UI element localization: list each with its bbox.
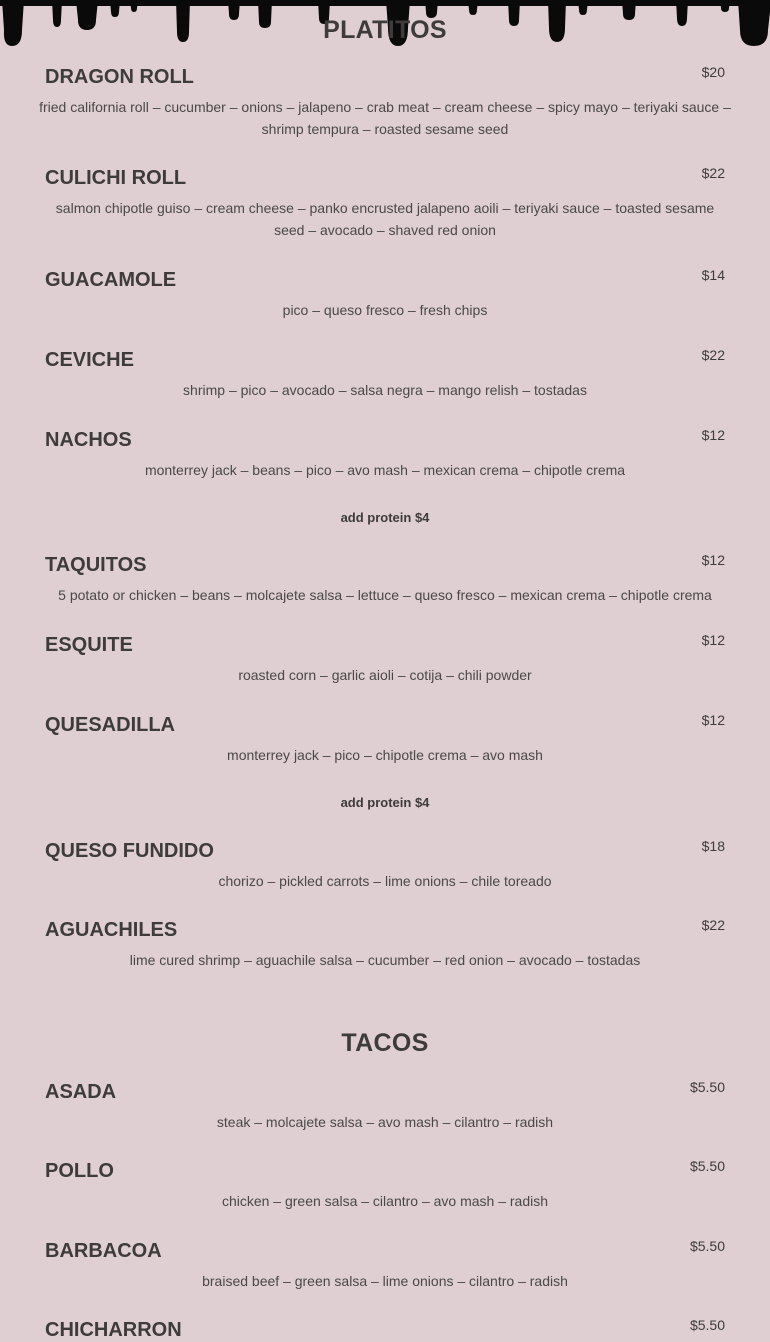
item-description: salmon chipotle guiso – cream cheese – panko encrusted jalapeno aoili – teriyaki sauce – toasted sesame seed – avocado – shaved red onion bbox=[55, 200, 715, 238]
item-name: AGUACHILES bbox=[45, 919, 178, 941]
item-price: $18 bbox=[701, 838, 725, 854]
item-price: $22 bbox=[701, 347, 725, 363]
item-price: $14 bbox=[701, 267, 725, 283]
item-price: $5.50 bbox=[689, 1238, 725, 1254]
item-price: $12 bbox=[701, 632, 725, 648]
item-price: $20 bbox=[701, 64, 725, 80]
item-name: NACHOS bbox=[45, 429, 132, 451]
addon-protein-nachos: add protein $4 bbox=[340, 510, 430, 525]
item-price: $12 bbox=[701, 427, 725, 443]
item-description: steak – molcajete salsa – avo mash – cilantro – radish bbox=[216, 1114, 554, 1130]
addon-protein-quesadilla: add protein $4 bbox=[340, 795, 430, 810]
item-description: monterrey jack – beans – pico – avo mash – mexican crema – chipotle crema bbox=[144, 462, 626, 478]
item-name: CHICHARRON bbox=[45, 1319, 182, 1341]
item-description: fried california roll – cucumber – onions – jalapeno – crab meat – cream cheese – spicy mayo – teriyaki sauce – shrimp tempura – roasted sesame seed bbox=[39, 99, 731, 137]
item-name: POLLO bbox=[45, 1160, 114, 1182]
item-price: $5.50 bbox=[689, 1158, 725, 1174]
item-description: shrimp – pico – avocado – salsa negra – mango relish – tostadas bbox=[183, 382, 587, 398]
item-description: chorizo – pickled carrots – lime onions – chile toreado bbox=[218, 873, 552, 889]
item-price: $5.50 bbox=[689, 1317, 725, 1333]
item-description: braised beef – green salsa – lime onions – cilantro – radish bbox=[202, 1273, 568, 1289]
item-price: $12 bbox=[701, 552, 725, 568]
item-description: 5 potato or chicken – beans – molcajete salsa – lettuce – queso fresco – mexican crema – chipotle crema bbox=[58, 587, 712, 603]
item-name: DRAGON ROLL bbox=[45, 66, 194, 88]
item-name: ASADA bbox=[45, 1081, 117, 1103]
section-title-tacos: TACOS bbox=[341, 1029, 429, 1057]
section-title-platitos: PLATITOS bbox=[323, 16, 447, 44]
item-price: $12 bbox=[701, 712, 725, 728]
item-name: ESQUITE bbox=[45, 634, 133, 656]
item-price: $22 bbox=[701, 165, 725, 181]
item-name: CULICHI ROLL bbox=[45, 167, 187, 189]
item-name: QUESADILLA bbox=[45, 714, 175, 736]
item-name: CEVICHE bbox=[45, 349, 134, 371]
item-description: chicken – green salsa – cilantro – avo mash – radish bbox=[221, 1193, 549, 1209]
item-name: TAQUITOS bbox=[45, 554, 147, 576]
item-name: GUACAMOLE bbox=[45, 269, 177, 291]
item-name: BARBACOA bbox=[45, 1240, 162, 1262]
item-price: $22 bbox=[701, 917, 725, 933]
item-description: monterrey jack – pico – chipotle crema – avo mash bbox=[227, 747, 543, 763]
item-description: pico – queso fresco – fresh chips bbox=[282, 302, 488, 318]
item-description: lime cured shrimp – aguachile salsa – cucumber – red onion – avocado – tostadas bbox=[129, 952, 641, 968]
item-price: $5.50 bbox=[689, 1079, 725, 1095]
item-description: roasted corn – garlic aioli – cotija – chili powder bbox=[238, 667, 532, 683]
item-name: QUESO FUNDIDO bbox=[45, 840, 214, 862]
